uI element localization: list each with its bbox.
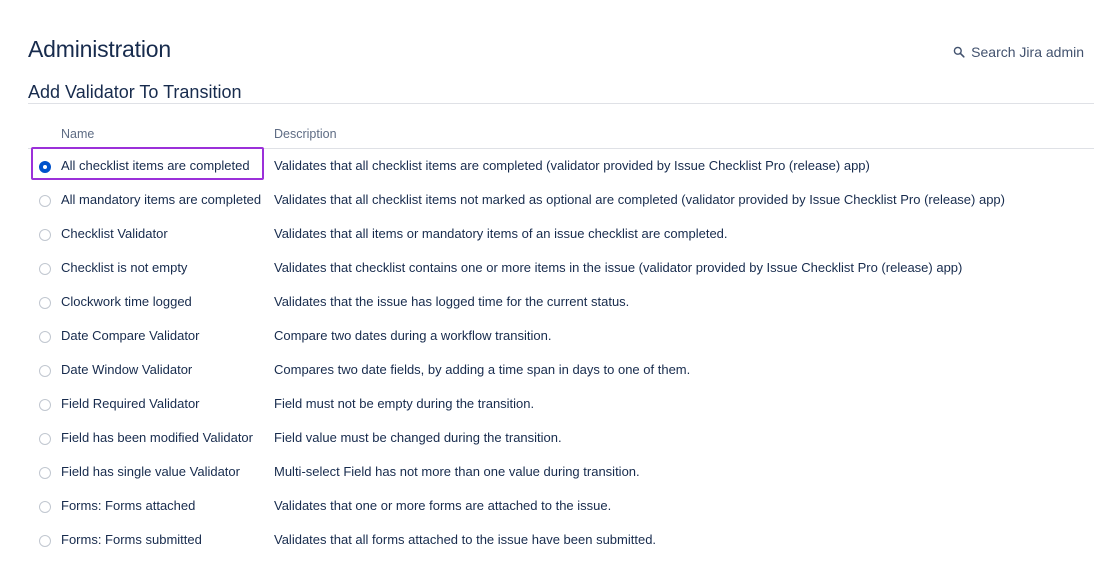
table-row[interactable] [28, 387, 1094, 421]
table-row[interactable] [28, 455, 1094, 489]
table-row[interactable] [28, 523, 1094, 557]
validators-table-body [28, 149, 1094, 558]
validator-description: Validates that all forms attached to the issue have been submitted. [274, 532, 657, 547]
validator-description: Validates that one or more forms are attached to the issue. [274, 498, 612, 513]
validator-name[interactable]: Checklist Validator [61, 226, 168, 241]
table-header-row [28, 120, 1094, 149]
table-row[interactable] [28, 421, 1094, 455]
name-column-header: Name [61, 120, 274, 149]
radio-cell [28, 149, 61, 184]
description-column-header: Description [274, 120, 1094, 149]
validator-name[interactable]: Forms: Forms attached [61, 498, 196, 513]
validator-description: Validates that all items or mandatory items of an issue checklist are completed. [274, 226, 728, 241]
search-jira-admin-link[interactable] [953, 44, 1084, 60]
radio-cell [28, 421, 61, 455]
validator-name[interactable]: Clockwork time logged [61, 294, 192, 309]
radio-cell [28, 251, 61, 285]
validator-name[interactable]: Field Required Validator [61, 396, 200, 411]
validator-radio-button[interactable] [39, 263, 51, 275]
radio-cell [28, 387, 61, 421]
section-title: Add Validator To Transition [28, 82, 242, 102]
table-row[interactable] [28, 217, 1094, 251]
validators-table [28, 120, 1094, 557]
validator-radio-button[interactable] [39, 297, 51, 309]
table-row[interactable] [28, 489, 1094, 523]
validator-name[interactable]: Field has single value Validator [61, 464, 240, 479]
search-jira-admin-label: Search Jira admin [971, 44, 1084, 60]
validator-radio-button[interactable] [39, 535, 51, 547]
radio-cell [28, 183, 61, 217]
validator-radio-button[interactable] [39, 331, 51, 343]
validator-description: Validates that checklist contains one or more items in the issue (validator provided by Issue Checklist Pro (release) app) [274, 260, 963, 275]
table-row[interactable] [28, 319, 1094, 353]
validator-radio-button[interactable] [39, 161, 51, 173]
validator-radio-button[interactable] [39, 399, 51, 411]
validator-description: Compares two date fields, by adding a time span in days to one of them. [274, 362, 691, 377]
search-icon [953, 46, 965, 58]
validator-description: Validates that all checklist items are completed (validator provided by Issue Checklist Pro (release) app) [274, 158, 870, 173]
validator-radio-button[interactable] [39, 229, 51, 241]
radio-cell [28, 455, 61, 489]
validator-radio-button[interactable] [39, 433, 51, 445]
validator-name[interactable]: Date Window Validator [61, 362, 193, 377]
validator-name[interactable]: All mandatory items are completed [61, 192, 262, 207]
validator-description: Field must not be empty during the transition. [274, 396, 535, 411]
radio-cell [28, 353, 61, 387]
validator-description: Multi-select Field has not more than one value during transition. [274, 464, 640, 479]
validator-radio-button[interactable] [39, 195, 51, 207]
radio-column-header [28, 120, 61, 149]
radio-cell [28, 285, 61, 319]
validator-description: Validates that the issue has logged time for the current status. [274, 294, 630, 309]
table-row[interactable] [28, 353, 1094, 387]
validator-description: Compare two dates during a workflow transition. [274, 328, 552, 343]
validator-radio-button[interactable] [39, 501, 51, 513]
validator-name[interactable]: Field has been modified Validator [61, 430, 253, 445]
section-divider [28, 103, 1094, 104]
validator-name[interactable]: Forms: Forms submitted [61, 532, 202, 547]
table-row[interactable] [28, 149, 1094, 184]
table-row[interactable] [28, 285, 1094, 319]
validator-name[interactable]: Checklist is not empty [61, 260, 188, 275]
validator-name[interactable]: Date Compare Validator [61, 328, 200, 343]
validator-radio-button[interactable] [39, 467, 51, 479]
validator-radio-button[interactable] [39, 365, 51, 377]
radio-cell [28, 319, 61, 353]
validator-description: Field value must be changed during the transition. [274, 430, 562, 445]
radio-cell [28, 217, 61, 251]
table-row[interactable] [28, 183, 1094, 217]
page-title: Administration [28, 36, 171, 62]
radio-cell [28, 523, 61, 557]
radio-cell [28, 489, 61, 523]
table-row[interactable] [28, 251, 1094, 285]
validator-name[interactable]: All checklist items are completed [61, 158, 250, 173]
validator-description: Validates that all checklist items not marked as optional are completed (validator provided by Issue Checklist Pro (release) app) [274, 192, 1005, 207]
